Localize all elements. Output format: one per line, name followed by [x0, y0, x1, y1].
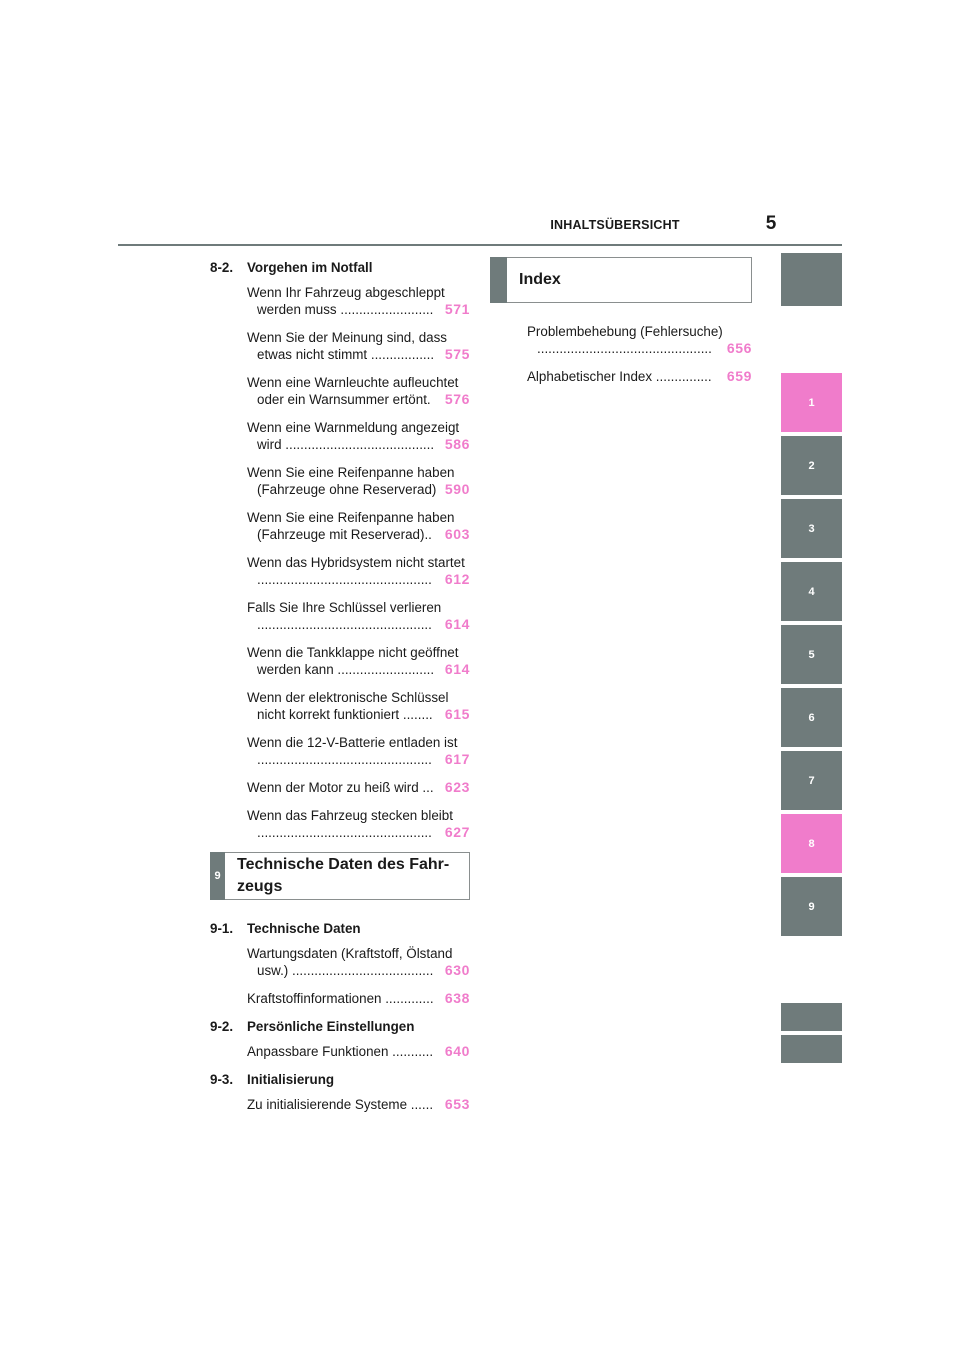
page-link[interactable]: 653 — [444, 1096, 470, 1112]
toc-entry[interactable] — [210, 734, 470, 768]
section-number: 9-1. — [210, 921, 234, 936]
toc-entry-text: Wenn das Hybridsystem nicht startet — [247, 555, 465, 570]
chapter-title-line: zeugs — [237, 878, 283, 895]
toc-entry[interactable] — [210, 990, 470, 1007]
side-tab-3[interactable]: 3 — [781, 499, 842, 558]
toc-entry-leader: ............................................... — [257, 572, 432, 587]
toc-entry[interactable] — [210, 464, 470, 498]
toc-entry-leader: usw.) ...................................... — [257, 963, 434, 978]
section-heading-9-2 — [210, 1018, 470, 1035]
page-header-title: INHALTSÜBERSICHT — [550, 218, 680, 232]
toc-entry[interactable] — [210, 599, 470, 633]
toc-entry-text: Wenn der elektronische Schlüssel — [247, 690, 449, 705]
toc-entry[interactable] — [210, 1043, 470, 1060]
side-tab-6[interactable]: 6 — [781, 688, 842, 747]
page-link[interactable]: 575 — [444, 346, 470, 362]
toc-entry-text: Alphabetischer Index ............... — [527, 369, 712, 384]
section-title: Vorgehen im Notfall — [247, 260, 373, 275]
page-link[interactable]: 576 — [444, 391, 470, 407]
page-link[interactable]: 659 — [726, 368, 752, 384]
side-tab-5[interactable]: 5 — [781, 625, 842, 684]
toc-entry-leader: ............................................... — [257, 617, 432, 632]
toc-entry-leader: ............................................... — [257, 752, 432, 767]
side-tab-4[interactable]: 4 — [781, 562, 842, 621]
toc-entry[interactable] — [210, 779, 470, 796]
toc-entry[interactable] — [490, 368, 752, 385]
toc-entry[interactable] — [210, 374, 470, 408]
page-link[interactable]: 630 — [444, 962, 470, 978]
toc-entry-text: Kraftstoffinformationen ............. — [247, 991, 434, 1006]
section-number: 9-2. — [210, 1019, 234, 1034]
section-title: Persönliche Einstellungen — [247, 1019, 415, 1034]
chapter-tab-number: 9 — [210, 852, 225, 900]
toc-entry-text: Wartungsdaten (Kraftstoff, Ölstand — [247, 946, 453, 961]
page-link[interactable]: 627 — [444, 824, 470, 840]
page-link[interactable]: 612 — [444, 571, 470, 587]
toc-entry[interactable] — [210, 1096, 470, 1113]
section-title: Technische Daten — [247, 921, 361, 936]
toc-entry-leader: etwas nicht stimmt ................. — [257, 347, 435, 362]
section-title: Initialisierung — [247, 1072, 335, 1087]
page-link[interactable]: 614 — [444, 661, 470, 677]
section-heading-9-3 — [210, 1071, 470, 1088]
toc-entry-text: Wenn Sie eine Reifenpanne haben — [247, 510, 455, 525]
side-tab-8[interactable]: 8 — [781, 814, 842, 873]
toc-entry-text: Wenn die 12-V-Batterie entladen ist — [247, 735, 458, 750]
side-tab-7[interactable]: 7 — [781, 751, 842, 810]
section-number: 8-2. — [210, 260, 234, 275]
toc-entry-text: Wenn eine Warnleuchte aufleuchtet — [247, 375, 459, 390]
toc-entry[interactable] — [210, 509, 470, 543]
toc-entry[interactable] — [210, 329, 470, 363]
page-link[interactable]: 603 — [444, 526, 470, 542]
toc-entry[interactable] — [210, 284, 470, 318]
side-tab-1[interactable]: 1 — [781, 373, 842, 432]
section-number: 9-3. — [210, 1072, 234, 1087]
toc-entry[interactable] — [210, 419, 470, 453]
page-link[interactable]: 586 — [444, 436, 470, 452]
toc-entry[interactable] — [210, 689, 470, 723]
right-column — [490, 257, 752, 396]
toc-entry-text: Wenn Ihr Fahrzeug abgeschleppt — [247, 285, 445, 300]
page-number: 5 — [765, 213, 777, 234]
chapter-title — [237, 854, 449, 898]
page-link[interactable]: 640 — [444, 1043, 470, 1059]
toc-entry-leader: ............................................... — [257, 825, 432, 840]
toc-entry-leader: ............................................... — [537, 341, 712, 356]
side-tab-9[interactable]: 9 — [781, 877, 842, 936]
page-link[interactable]: 623 — [444, 779, 470, 795]
left-column — [210, 255, 470, 1124]
toc-entry-leader: werden muss ......................... — [257, 302, 434, 317]
page-link[interactable]: 638 — [444, 990, 470, 1006]
side-tab-blank[interactable] — [781, 253, 842, 306]
toc-entry-text: Wenn das Fahrzeug stecken bleibt — [247, 808, 453, 823]
toc-entry[interactable] — [210, 945, 470, 979]
page-link[interactable]: 656 — [726, 340, 752, 356]
page-link[interactable]: 615 — [444, 706, 470, 722]
page-link[interactable]: 590 — [444, 481, 470, 497]
toc-entry-leader: werden kann .......................... — [257, 662, 435, 677]
toc-entry-text: Wenn Sie eine Reifenpanne haben — [247, 465, 455, 480]
toc-entry-text: Problembehebung (Fehlersuche) — [527, 324, 723, 339]
section-heading-9-1 — [210, 920, 470, 937]
chapter-title-line: Technische Daten des Fahr- — [237, 856, 450, 873]
toc-entry[interactable] — [490, 323, 752, 357]
toc-entry-text: Wenn die Tankklappe nicht geöffnet — [247, 645, 459, 660]
side-tab-blank[interactable] — [781, 1003, 842, 1031]
side-tab-blank[interactable] — [781, 1035, 842, 1063]
toc-entry-text: Wenn Sie der Meinung sind, dass — [247, 330, 447, 345]
chapter-9-heading-box[interactable] — [210, 852, 470, 900]
toc-entry-text: Wenn eine Warnmeldung angezeigt — [247, 420, 460, 435]
page-link[interactable]: 571 — [444, 301, 470, 317]
toc-entry-leader: (Fahrzeuge ohne Reserverad) — [257, 482, 437, 497]
header-divider — [118, 244, 842, 246]
toc-entry-leader: (Fahrzeuge mit Reserverad).. — [257, 527, 432, 542]
toc-entry-leader: wird ........................................ — [257, 437, 435, 452]
toc-entry-text: Zu initialisierende Systeme ...... — [247, 1097, 434, 1112]
toc-entry-leader: oder ein Warnsummer ertönt. — [257, 392, 431, 407]
toc-entry[interactable] — [210, 807, 470, 841]
side-tab-2[interactable]: 2 — [781, 436, 842, 495]
section-heading-8-2 — [210, 259, 470, 276]
toc-entry-leader: nicht korrekt funktioniert ........ — [257, 707, 433, 722]
index-heading-box[interactable] — [490, 257, 752, 303]
index-tab — [490, 257, 507, 303]
toc-entry-text: Falls Sie Ihre Schlüssel verlieren — [247, 600, 442, 615]
page-link[interactable]: 614 — [444, 616, 470, 632]
index-title: Index — [519, 271, 561, 288]
toc-entry[interactable] — [210, 554, 470, 588]
page-link[interactable]: 617 — [444, 751, 470, 767]
toc-entry[interactable] — [210, 644, 470, 678]
toc-entry-text: Anpassbare Funktionen ........... — [247, 1044, 434, 1059]
toc-entry-text: Wenn der Motor zu heiß wird ... — [247, 780, 434, 795]
